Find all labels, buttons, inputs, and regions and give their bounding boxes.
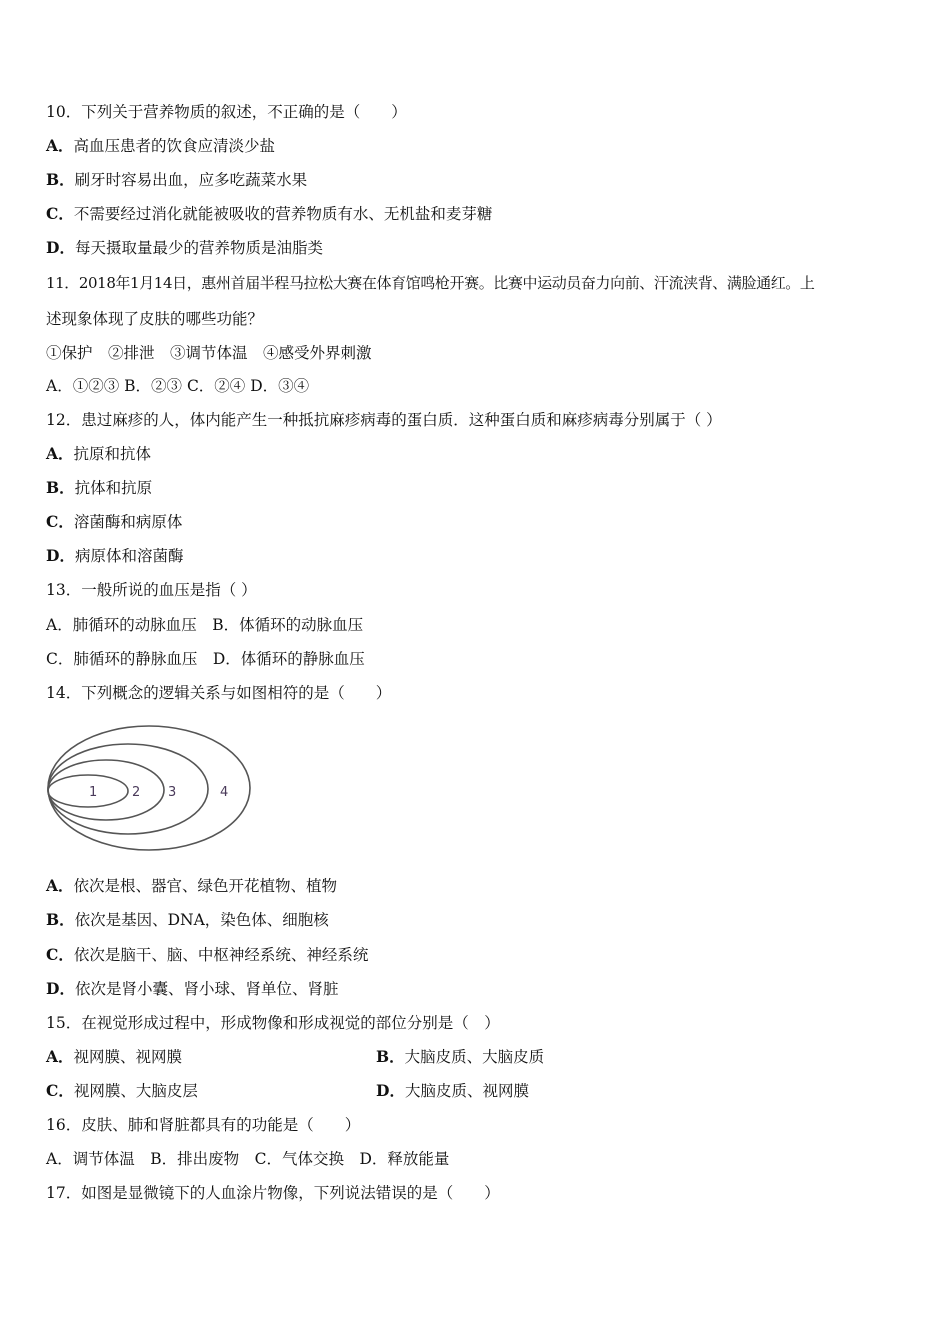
- option-letter: D．: [376, 1081, 405, 1100]
- question-12-stem: 12．患过麻疹的人，体内能产生一种抵抗麻疹病毒的蛋白质．这种蛋白质和麻疹病毒分别属于（ ）: [46, 411, 722, 429]
- question-13-stem: 13．一般所说的血压是指（ ）: [46, 581, 257, 599]
- question-14-option-d: [46, 979, 338, 999]
- question-15-option-b: [376, 1047, 544, 1067]
- option-letter: A．: [46, 444, 74, 463]
- option-letter: D．: [46, 238, 75, 257]
- question-15-option-c: [46, 1081, 198, 1101]
- diagram-label-4: 4: [220, 785, 229, 800]
- option-text: 依次是肾小囊、肾小球、肾单位、肾脏: [74, 980, 339, 998]
- option-letter: A．: [46, 1047, 74, 1066]
- option-text: 依次是根、器官、绿色开花植物、植物: [73, 877, 338, 895]
- question-15-option-a: [46, 1047, 182, 1067]
- question-10-option-c: [46, 204, 492, 224]
- question-16-options: A．调节体温 B．排出废物 C．气体交换 D．释放能量: [46, 1150, 450, 1168]
- question-15-stem: 15．在视觉形成过程中，形成物像和形成视觉的部位分别是（ ）: [46, 1014, 500, 1032]
- option-text: 抗体和抗原: [74, 479, 153, 497]
- question-11-stem-line1: 11．2018年1月14日，惠州首届半程马拉松大赛在体育馆鸣枪开赛。比赛中运动员奋力向前、汗流浃背、满脸通红。上: [46, 274, 815, 292]
- option-text: 刷牙时容易出血，应多吃蔬菜水果: [74, 171, 308, 189]
- option-letter: B．: [46, 170, 75, 189]
- option-letter: D．: [46, 979, 75, 998]
- question-10-stem: 10．下列关于营养物质的叙述，不正确的是（ ）: [46, 103, 407, 121]
- question-12-option-a: [46, 444, 151, 464]
- option-letter: C．: [46, 1081, 74, 1100]
- option-text: 视网膜、视网膜: [73, 1048, 183, 1066]
- nested-ellipses-diagram: [46, 722, 256, 854]
- question-14-option-c: [46, 945, 368, 965]
- option-text: 病原体和溶菌酶: [74, 547, 184, 565]
- option-letter: B．: [46, 910, 75, 929]
- question-14-stem: 14．下列概念的逻辑关系与如图相符的是（ ）: [46, 684, 392, 702]
- option-letter: A．: [46, 136, 74, 155]
- option-text: 大脑皮质、视网膜: [404, 1082, 529, 1100]
- question-11-stem-line2: 述现象体现了皮肤的哪些功能？: [46, 310, 264, 328]
- question-17-stem: 17．如图是显微镜下的人血涂片物像，下列说法错误的是（ ）: [46, 1184, 500, 1202]
- ellipse-2: [48, 760, 164, 820]
- option-text: 抗原和抗体: [73, 445, 152, 463]
- question-15-option-d: [376, 1081, 529, 1101]
- question-16-stem: 16．皮肤、肺和肾脏都具有的功能是（ ）: [46, 1116, 361, 1134]
- option-text: 依次是脑干、脑、中枢神经系统、神经系统: [73, 946, 369, 964]
- question-14-option-b: [46, 910, 329, 930]
- option-text: 溶菌酶和病原体: [73, 513, 183, 531]
- option-letter: C．: [46, 204, 74, 223]
- option-text: 高血压患者的饮食应清淡少盐: [73, 137, 276, 155]
- question-10-option-a: [46, 136, 275, 156]
- option-text: 不需要经过消化就能被吸收的营养物质有水、无机盐和麦芽糖: [73, 205, 493, 223]
- ellipse-1: [48, 775, 128, 807]
- option-letter: D．: [46, 546, 75, 565]
- option-letter: B．: [376, 1047, 405, 1066]
- question-12-option-d: [46, 546, 183, 566]
- option-text: 每天摄取量最少的营养物质是油脂类: [74, 239, 323, 257]
- question-10-option-b: [46, 170, 307, 190]
- question-12-option-c: [46, 512, 182, 532]
- option-letter: C．: [46, 512, 74, 531]
- diagram-label-3: 3: [168, 785, 177, 800]
- question-12-option-b: [46, 478, 152, 498]
- diagram-label-1: 1: [89, 785, 98, 800]
- option-text: 大脑皮质、大脑皮质: [404, 1048, 545, 1066]
- option-letter: C．: [46, 945, 74, 964]
- question-14-option-a: [46, 876, 337, 896]
- diagram-label-2: 2: [132, 785, 141, 800]
- option-text: 依次是基因、DNA，染色体、细胞核: [74, 911, 329, 929]
- question-11-options: A．①②③ B．②③ C．②④ D．③④: [46, 377, 310, 395]
- question-13-options-row1: A．肺循环的动脉血压 B．体循环的动脉血压: [46, 616, 364, 634]
- option-text: 视网膜、大脑皮层: [73, 1082, 198, 1100]
- option-letter: B．: [46, 478, 75, 497]
- question-11-items: ①保护 ②排泄 ③调节体温 ④感受外界刺激: [46, 344, 372, 362]
- question-10-option-d: [46, 238, 323, 258]
- option-letter: A．: [46, 876, 74, 895]
- question-13-options-row2: C．肺循环的静脉血压 D．体循环的静脉血压: [46, 650, 365, 668]
